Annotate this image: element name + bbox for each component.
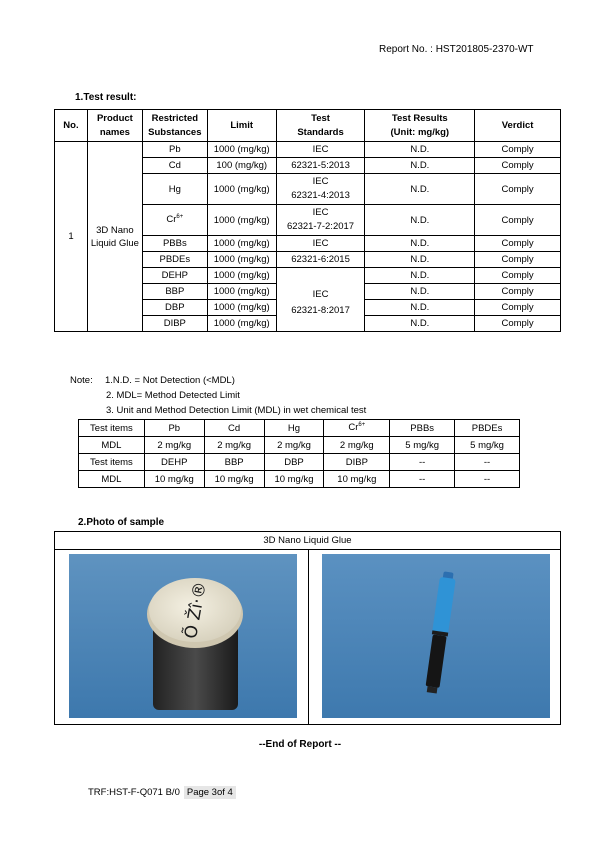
mdl-cell: 2 mg/kg bbox=[324, 437, 390, 454]
substance: Cd bbox=[142, 158, 207, 174]
mdl-cell: DBP bbox=[264, 454, 324, 471]
mdl-cell: MDL bbox=[79, 471, 145, 488]
product-name: 3D Nano Liquid Glue bbox=[87, 142, 142, 332]
verdict: Comply bbox=[475, 268, 561, 284]
result: N.D. bbox=[365, 300, 475, 316]
limit: 1000 (mg/kg) bbox=[207, 236, 276, 252]
mdl-cell: Test items bbox=[79, 420, 145, 437]
mdl-cell: PBBs bbox=[390, 420, 455, 437]
result: N.D. bbox=[365, 236, 475, 252]
standard: IEC bbox=[276, 236, 365, 252]
report-number: Report No. : HST201805-2370-WT bbox=[379, 44, 534, 55]
verdict: Comply bbox=[475, 300, 561, 316]
substance: Pb bbox=[142, 142, 207, 158]
mdl-cell: 2 mg/kg bbox=[264, 437, 324, 454]
test-result-table bbox=[54, 109, 561, 332]
mdl-cell: DIBP bbox=[324, 454, 390, 471]
table-header-row bbox=[55, 110, 561, 142]
note-item-1: 1.N.D. = Not Detection (<MDL) bbox=[105, 375, 235, 386]
footer bbox=[88, 787, 236, 798]
header-product-names: Product names bbox=[87, 110, 142, 142]
table-row bbox=[79, 454, 520, 471]
mdl-cell: 10 mg/kg bbox=[204, 471, 264, 488]
mdl-cell: -- bbox=[390, 454, 455, 471]
limit: 1000 (mg/kg) bbox=[207, 284, 276, 300]
verdict: Comply bbox=[475, 142, 561, 158]
limit: 1000 (mg/kg) bbox=[207, 316, 276, 332]
mdl-cell: 2 mg/kg bbox=[204, 437, 264, 454]
sample-marker-photo bbox=[322, 554, 550, 718]
result: N.D. bbox=[365, 268, 475, 284]
limit: 1000 (mg/kg) bbox=[207, 174, 276, 205]
mdl-cell: 2 mg/kg bbox=[144, 437, 204, 454]
result: N.D. bbox=[365, 205, 475, 236]
table-row bbox=[55, 142, 561, 158]
photo-caption: 3D Nano Liquid Glue bbox=[55, 532, 560, 550]
limit: 100 (mg/kg) bbox=[207, 158, 276, 174]
mdl-cell: Pb bbox=[144, 420, 204, 437]
header-restricted-substances: Restricted Substances bbox=[142, 110, 207, 142]
standard: IEC bbox=[276, 142, 365, 158]
mdl-cell: 10 mg/kg bbox=[264, 471, 324, 488]
result: N.D. bbox=[365, 158, 475, 174]
table-row bbox=[79, 437, 520, 454]
table-row bbox=[79, 471, 520, 488]
verdict: Comply bbox=[475, 316, 561, 332]
substance: $Cr^{6+}$ bbox=[142, 205, 207, 236]
mdl-cell: Hg bbox=[264, 420, 324, 437]
mdl-cell: 10 mg/kg bbox=[324, 471, 390, 488]
mdl-cell: PBDEs bbox=[455, 420, 520, 437]
note-item-2: 2. MDL= Method Detected Limit bbox=[106, 390, 240, 401]
result: N.D. bbox=[365, 316, 475, 332]
header-test-results: Test Results (Unit: mg/kg) bbox=[365, 110, 475, 142]
mdl-cell: $Cr^{6+}$ bbox=[324, 420, 390, 437]
result: N.D. bbox=[365, 284, 475, 300]
result: N.D. bbox=[365, 252, 475, 268]
verdict: Comply bbox=[475, 174, 561, 205]
result: N.D. bbox=[365, 142, 475, 158]
mdl-cell: -- bbox=[455, 454, 520, 471]
table-row bbox=[79, 420, 520, 437]
mdl-cell: 5 mg/kg bbox=[455, 437, 520, 454]
verdict: Comply bbox=[475, 158, 561, 174]
header-test-standards: Test Standards bbox=[276, 110, 365, 142]
sample-jar-photo bbox=[69, 554, 297, 718]
substance: BBP bbox=[142, 284, 207, 300]
note-item-3: 3. Unit and Method Detection Limit (MDL) in wet chemical test bbox=[106, 405, 367, 416]
mdl-cell: Cd bbox=[204, 420, 264, 437]
section-test-result-title: 1.Test result: bbox=[75, 92, 137, 103]
standard: 62321-6:2015 bbox=[276, 252, 365, 268]
jar-lid-handwriting: Õ Žî·® bbox=[181, 580, 211, 641]
mdl-cell: 10 mg/kg bbox=[144, 471, 204, 488]
photo-table bbox=[54, 531, 561, 725]
footer-form-code: TRF:HST-F-Q071 B/0 bbox=[88, 787, 180, 798]
standard: IEC 62321-4:2013 bbox=[276, 174, 365, 205]
mdl-cell: 5 mg/kg bbox=[390, 437, 455, 454]
end-of-report: --End of Report -- bbox=[258, 739, 342, 750]
mdl-cell: BBP bbox=[204, 454, 264, 471]
verdict: Comply bbox=[475, 236, 561, 252]
substance: DBP bbox=[142, 300, 207, 316]
verdict: Comply bbox=[475, 284, 561, 300]
mdl-cell: Test items bbox=[79, 454, 145, 471]
verdict: Comply bbox=[475, 205, 561, 236]
substance: DEHP bbox=[142, 268, 207, 284]
standard: 62321-5:2013 bbox=[276, 158, 365, 174]
limit: 1000 (mg/kg) bbox=[207, 252, 276, 268]
mdl-cell: -- bbox=[390, 471, 455, 488]
mdl-table bbox=[78, 419, 520, 488]
limit: 1000 (mg/kg) bbox=[207, 268, 276, 284]
standard: IEC 62321-8:2017 bbox=[276, 268, 365, 332]
substance: PBDEs bbox=[142, 252, 207, 268]
verdict: Comply bbox=[475, 252, 561, 268]
page-number: Page 3of 4 bbox=[184, 786, 236, 799]
standard: IEC 62321-7-2:2017 bbox=[276, 205, 365, 236]
header-limit: Limit bbox=[207, 110, 276, 142]
limit: 1000 (mg/kg) bbox=[207, 205, 276, 236]
section-photo-title: 2.Photo of sample bbox=[78, 517, 165, 528]
mdl-cell: MDL bbox=[79, 437, 145, 454]
mdl-cell: DEHP bbox=[144, 454, 204, 471]
limit: 1000 (mg/kg) bbox=[207, 142, 276, 158]
result: N.D. bbox=[365, 174, 475, 205]
substance: DIBP bbox=[142, 316, 207, 332]
header-verdict: Verdict bbox=[475, 110, 561, 142]
mdl-cell: -- bbox=[455, 471, 520, 488]
header-no: No. bbox=[55, 110, 88, 142]
note-label: Note: bbox=[70, 375, 93, 386]
limit: 1000 (mg/kg) bbox=[207, 300, 276, 316]
photo-divider bbox=[308, 549, 309, 725]
substance: Hg bbox=[142, 174, 207, 205]
row-number: 1 bbox=[55, 142, 88, 332]
substance: PBBs bbox=[142, 236, 207, 252]
